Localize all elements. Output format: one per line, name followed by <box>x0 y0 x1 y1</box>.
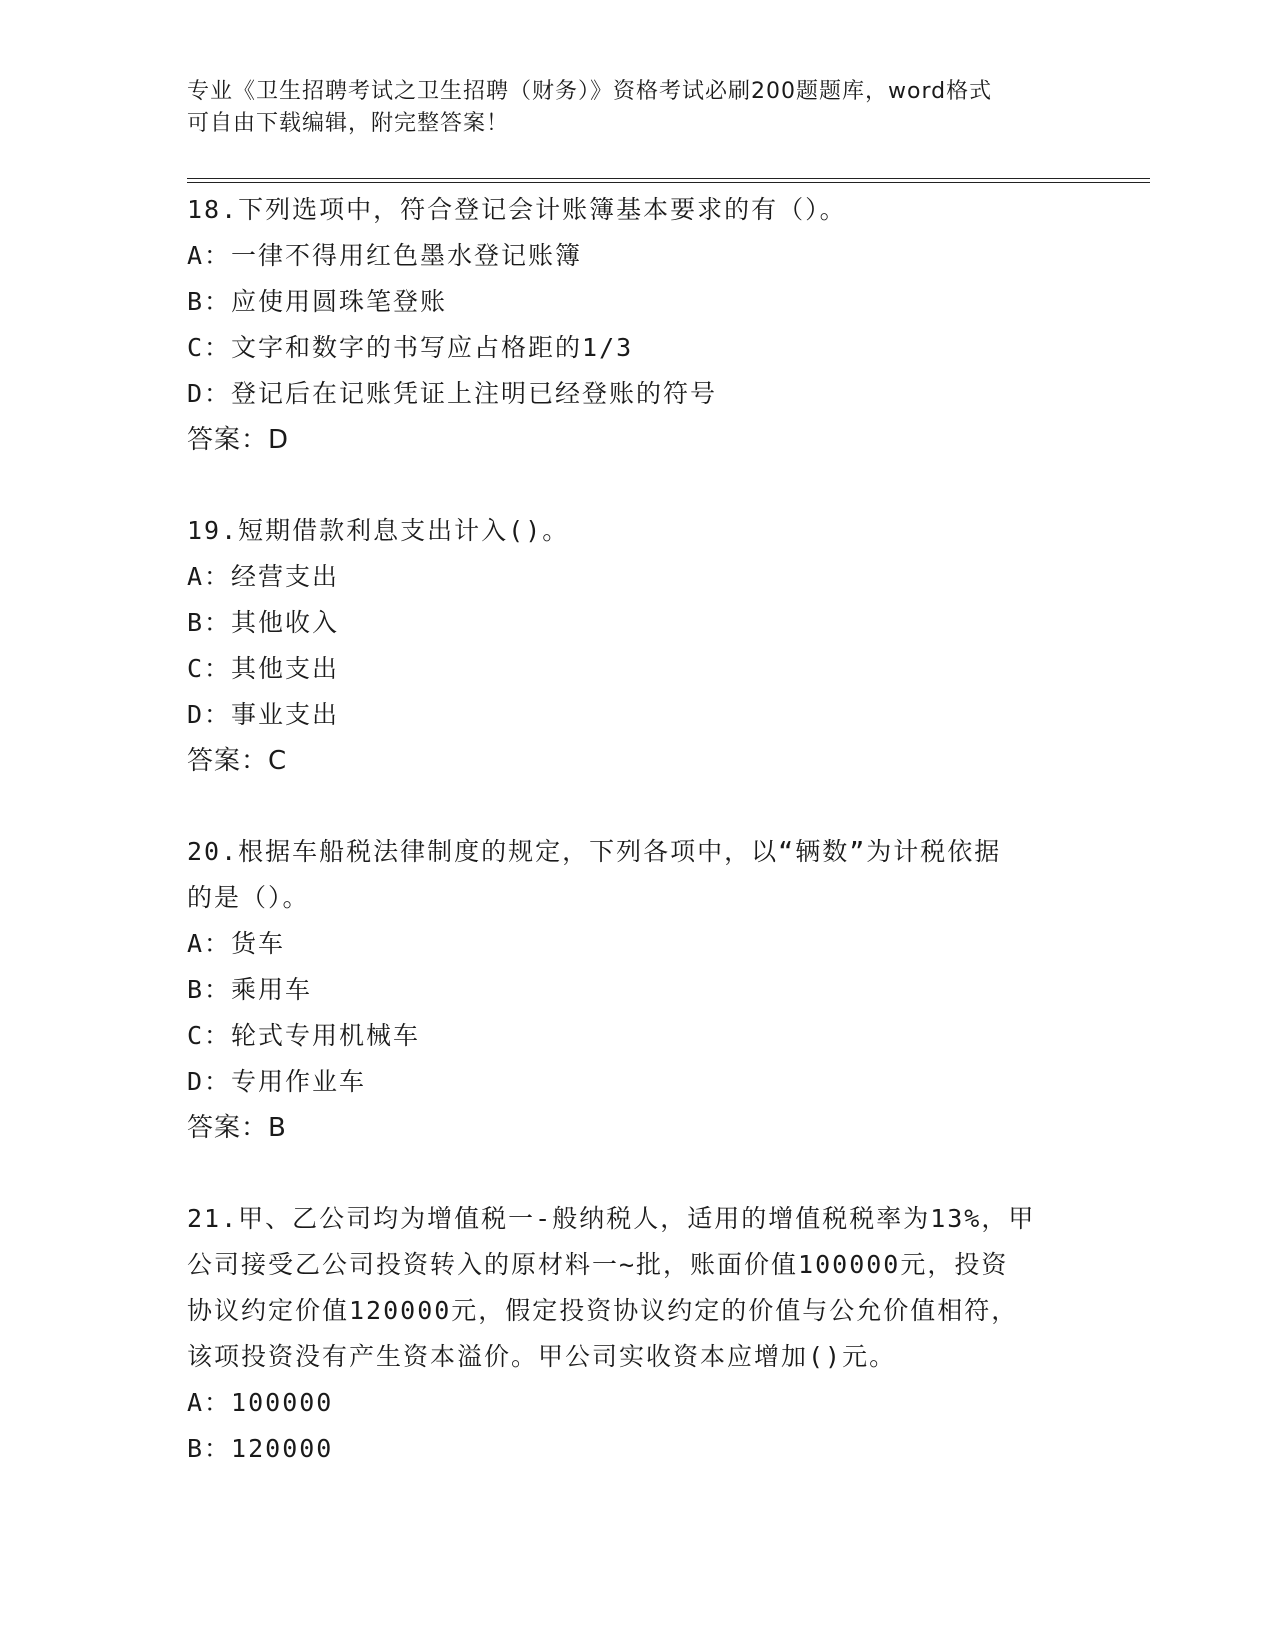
question-20 <box>187 829 1087 1151</box>
option-b: B：应使用圆珠笔登账 <box>187 287 448 316</box>
question-21 <box>187 1196 1087 1472</box>
option-b: B：120000 <box>187 1434 334 1463</box>
option-a: A：一律不得用红色墨水登记账簿 <box>187 241 583 270</box>
question-stem-line-2: 公司接受乙公司投资转入的原材料一~批，账面价值100000元，投资 <box>187 1250 1009 1279</box>
question-19 <box>187 508 1087 784</box>
header-divider-top <box>187 178 1150 179</box>
option-a: A：货车 <box>187 929 286 958</box>
option-d: D：登记后在记账凭证上注明已经登账的符号 <box>187 379 718 408</box>
header-divider-bottom <box>187 182 1150 183</box>
answer-line: 答案：D <box>187 425 290 455</box>
option-c: C：轮式专用机械车 <box>187 1021 421 1050</box>
question-stem-line-2: 的是（）。 <box>187 883 310 912</box>
option-c: C：文字和数字的书写应占格距的1/3 <box>187 333 634 362</box>
option-d: D：专用作业车 <box>187 1067 367 1096</box>
question-stem-line-3: 协议约定价值120000元，假定投资协议约定的价值与公允价值相符， <box>187 1296 1019 1325</box>
option-b: B：乘用车 <box>187 975 313 1004</box>
answer-line: 答案：C <box>187 746 288 776</box>
answer-line: 答案：B <box>187 1113 287 1143</box>
option-d: D：事业支出 <box>187 700 340 729</box>
option-a: A：经营支出 <box>187 562 340 591</box>
question-18 <box>187 187 1087 463</box>
header-line-1: 专业《卫生招聘考试之卫生招聘（财务）》资格考试必刷200题题库，word格式 <box>187 79 993 104</box>
option-c: C：其他支出 <box>187 654 340 683</box>
question-stem-line-1: 20.根据车船税法律制度的规定，下列各项中，以“辆数”为计税依据 <box>187 837 1002 866</box>
question-list <box>187 187 1087 1472</box>
question-stem: 18.下列选项中，符合登记会计账簿基本要求的有（）。 <box>187 195 847 224</box>
question-stem: 19.短期借款利息支出计入()。 <box>187 516 570 545</box>
document-header <box>187 76 1067 140</box>
header-line-2: 可自由下载编辑，附完整答案！ <box>187 111 510 136</box>
question-stem-line-1: 21.甲、乙公司均为增值税一-般纳税人，适用的增值税税率为13%，甲 <box>187 1204 1036 1233</box>
option-a: A：100000 <box>187 1388 334 1417</box>
option-b: B：其他收入 <box>187 608 340 637</box>
question-stem-line-4: 该项投资没有产生资本溢价。甲公司实收资本应增加()元。 <box>187 1342 897 1371</box>
